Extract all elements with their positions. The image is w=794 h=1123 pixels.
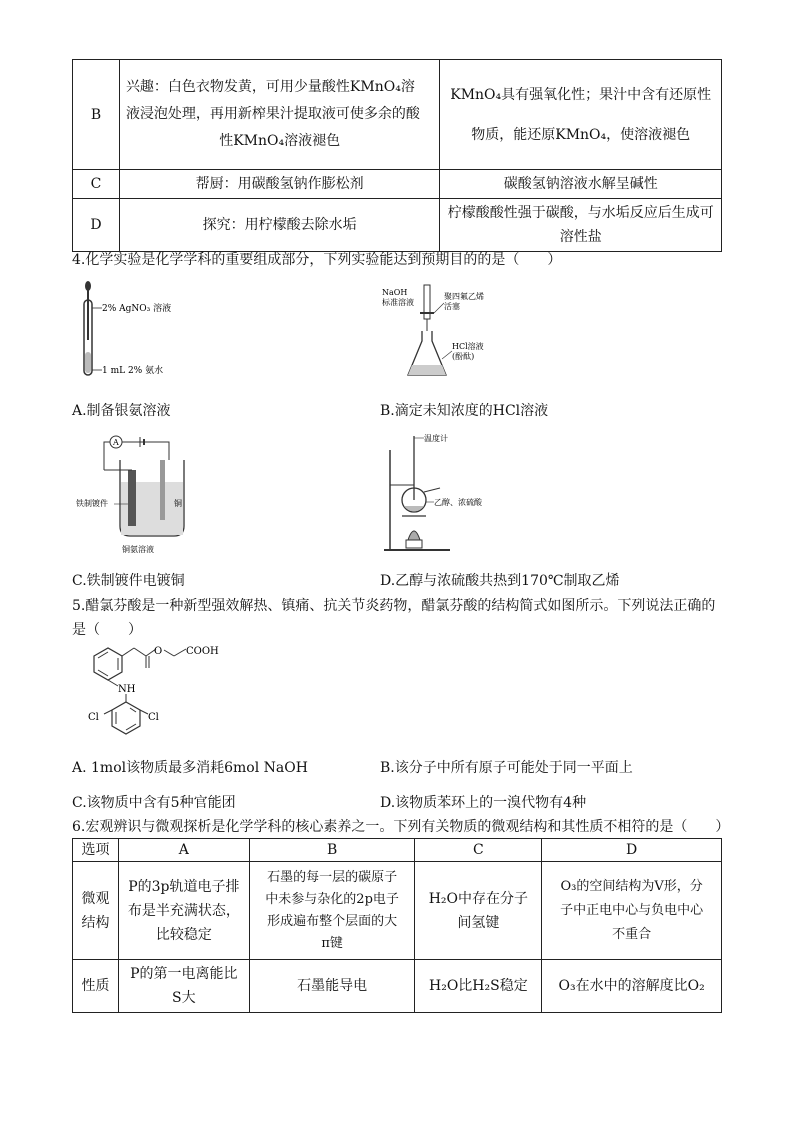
label-ptfe: 聚四氟乙烯 [444, 292, 484, 301]
q4-option-d[interactable]: D.乙醇与浓硫酸共热到170℃制取乙烯 [380, 573, 620, 589]
cell-line: 柠檬酸酸性强于碳酸，与水垢反应后生成可 [447, 205, 714, 221]
table-cell [542, 862, 722, 960]
cell-line: 不重合 [612, 926, 652, 942]
q5-option-b[interactable]: B.该分子中所有原子可能处于同一平面上 [380, 760, 633, 776]
cell-line: P的3p轨道电子排 [128, 878, 240, 895]
row-label-property: 性质 [73, 960, 119, 1013]
table-cell [415, 862, 542, 960]
label-solution: 铜氨溶液 [122, 545, 154, 554]
cell-line: P的第一电离能比 [130, 966, 238, 982]
cell-line: 布是半充满状态， [127, 902, 240, 919]
label-copper: 铜 [174, 499, 182, 508]
question-5-stem-line1: 5.醋氯芬酸是一种新型强效解热、镇痛、抗关节炎药物，醋氯芬酸的结构简式如图所示。下列说法正确的 [72, 598, 716, 614]
cell-line: O₃在水中的溶解度比O₂ [558, 978, 705, 994]
cell-line: 子中正电中心与负电中心 [560, 902, 704, 918]
label-agno3: 2% AgNO₃ 溶液 [102, 304, 172, 314]
label-thermometer: 温度计 [424, 434, 448, 443]
label-cl-right: Cl [148, 712, 159, 723]
table-cell [119, 199, 439, 252]
header-option: 选项 [73, 839, 119, 862]
table-q6 [72, 838, 722, 1013]
table-cell [440, 60, 722, 170]
cell-line: π键 [321, 935, 343, 951]
cell-line: H₂O中存在分子 [428, 890, 529, 907]
label-ammeter: A [113, 438, 119, 447]
cell-line: 物质，能还原KMnO₄，使溶液褪色 [471, 126, 691, 143]
row-label-b: B [73, 60, 120, 170]
cell-line: 中未参与杂化的2p电子 [265, 891, 399, 907]
cell-line: 形成遍布整个层面的大 [267, 913, 398, 929]
table-cell [440, 199, 722, 252]
aceclofenac-structure [74, 644, 234, 738]
label-standard: 标准溶液 [382, 298, 414, 307]
figure-c-electroplating [74, 430, 204, 560]
cell-line: 结构 [81, 914, 110, 931]
figure-d-ethylene [380, 430, 520, 560]
q4-option-c[interactable]: C.铁制镀件电镀铜 [72, 573, 185, 589]
figure-a-test-tube [70, 280, 200, 385]
cell-line: 石墨能导电 [297, 978, 368, 994]
cell-line: O₃的空间结构为V形，分 [560, 878, 703, 894]
cell-line: 碳酸氢钠溶液水解呈碱性 [503, 176, 658, 192]
row-label-c: C [73, 170, 120, 199]
cell-line: 比较稳定 [155, 926, 212, 943]
cell-line: S大 [172, 990, 196, 1006]
label-ester-o: O [154, 646, 163, 657]
cell-line: 间氢键 [457, 914, 500, 931]
table-cell [440, 170, 722, 199]
table-cell [119, 60, 439, 170]
cell-line: 帮厨：用碳酸氢钠作膨松剂 [195, 176, 364, 192]
label-cooh: COOH [186, 646, 219, 657]
table-q3-continued [72, 59, 722, 252]
label-naoh: NaOH [382, 288, 408, 297]
q5-option-a[interactable]: A. 1mol该物质最多消耗6mol NaOH [72, 760, 308, 776]
label-nh: NH [118, 684, 136, 695]
q4-option-b[interactable]: B.滴定未知浓度的HCl溶液 [380, 403, 549, 419]
table-cell [415, 960, 542, 1013]
table-cell [119, 170, 439, 199]
q4-option-a[interactable]: A.制备银氨溶液 [72, 403, 171, 419]
q5-option-c[interactable]: C.该物质中含有5种官能团 [72, 795, 236, 811]
label-hcl: HCl溶液 [452, 342, 484, 351]
cell-line: KMnO₄具有强氧化性；果汁中含有还原性 [450, 86, 712, 103]
label-mixture: 乙醇、浓硫酸 [434, 498, 482, 507]
table-cell [118, 862, 249, 960]
question-5-stem-line2: 是（ ） [72, 622, 142, 638]
label-cl-left: Cl [88, 712, 99, 723]
label-iron-piece: 铁制镀件 [76, 499, 108, 508]
cell-line: H₂O比H₂S稳定 [429, 978, 528, 994]
question-4-stem: 4.化学实验是化学学科的重要组成部分，下列实验能达到预期目的的是（ ） [72, 252, 562, 268]
cell-line: 微观 [81, 890, 110, 907]
table-cell [249, 862, 415, 960]
table-cell [118, 960, 249, 1013]
row-label-micro [73, 862, 119, 960]
cell-line: 溶性盐 [559, 229, 602, 245]
header-d: D [542, 839, 722, 862]
cell-line: 兴趣：白色衣物发黄，可用少量酸性KMnO₄溶 [125, 79, 415, 95]
question-6-stem: 6.宏观辨识与微观探析是化学学科的核心素养之一。下列有关物质的微观结构和其性质不相符的是（ ） [72, 819, 730, 835]
header-a: A [118, 839, 249, 862]
q5-option-d[interactable]: D.该物质苯环上的一溴代物有4种 [380, 795, 587, 811]
figure-b-titration [380, 283, 510, 383]
header-c: C [415, 839, 542, 862]
header-b: B [249, 839, 415, 862]
label-valve: 活塞 [444, 302, 460, 311]
cell-line: 探究：用柠檬酸去除水垢 [202, 217, 357, 233]
cell-line: 液浸泡处理，再用新榨果汁提取液可使多余的酸 [125, 106, 420, 122]
table-cell [249, 960, 415, 1013]
cell-line: 性KMnO₄溶液褪色 [219, 133, 341, 149]
label-ammonia: 1 mL 2% 氨水 [102, 366, 164, 376]
table-cell [542, 960, 722, 1013]
cell-line: 石墨的每一层的碳原子 [267, 869, 398, 885]
label-indicator: (酚酞) [452, 352, 475, 361]
row-label-d: D [73, 199, 120, 252]
